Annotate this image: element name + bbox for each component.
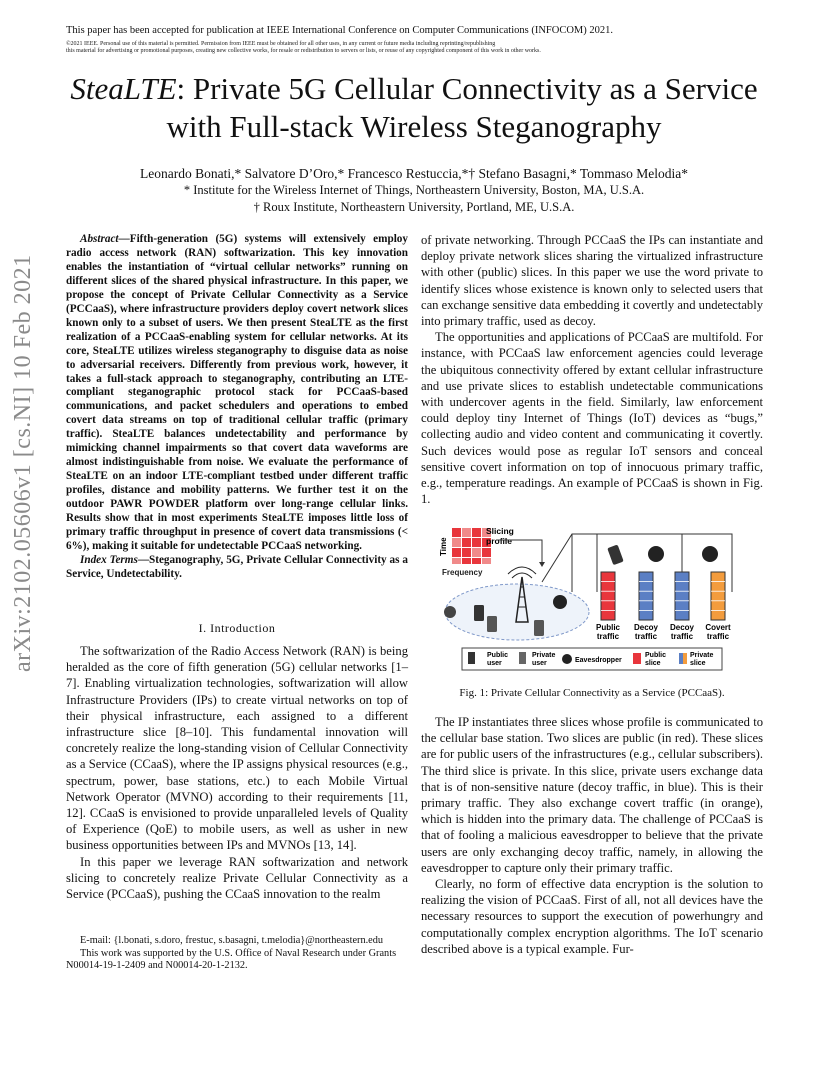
eavesdropper-icon [648, 546, 664, 562]
acceptance-note: This paper has been accepted for publication at IEEE International Conference on Computer Communications (INFOCOM) 2021. [66, 25, 614, 36]
legend-private-user-1: Private [532, 652, 556, 659]
time-axis-label: Time [439, 537, 448, 556]
footnote [66, 935, 408, 973]
copyright-line-1: ©2021 IEEE. Personal use of this material is permitted. Permission from IEEE must be obtained for all other uses, in any current or future media including reprinting/republishing [66, 41, 496, 47]
profile-label: profile [486, 536, 512, 546]
device-icon [444, 606, 456, 618]
phone-icon [474, 605, 484, 621]
private-slice-swatch-covert [683, 653, 687, 664]
phone-icon [607, 544, 623, 565]
title-system-name: SteaLTE [70, 71, 177, 106]
slice-label: traffic [706, 632, 730, 641]
right-paragraph-4: Clearly, no form of effective data encryption is the solution to realizing the vision of PCCaaS. First of all, not all devices have the necessary resources to support the execution of powerhungry and computationally complex encryption algorithms. The IoT scenario described above is a typical example. Fur- [421, 877, 763, 956]
introduction-text [66, 643, 408, 902]
index-terms-text: —Steganography, 5G, Private Cellular Connectivity as a Service, Undetectability. [66, 553, 408, 580]
eavesdropper-icon [702, 546, 718, 562]
paper-title [60, 70, 768, 146]
section-heading: I. Introduction [198, 621, 276, 635]
legend-public-slice-2: slice [645, 660, 661, 667]
legend-private-slice-2: slice [690, 660, 706, 667]
copyright-line-2: this material for advertising or promotional purposes, creating new collective works, for resale or redistribution to servers or lists, or reuse of any copyrighted component of this work in other works. [66, 48, 541, 54]
legend-public-user-2: user [487, 660, 502, 667]
private-user-icon [519, 652, 526, 664]
eavesdropper-legend-icon [562, 654, 572, 664]
right-column-bottom [421, 714, 763, 957]
intro-paragraph-1: The softwarization of the Radio Access Network (RAN) is being heralded as the core of fifth generation (5G) cellular networks [1–7]. Enabling virtualization technologies, softwarization will allow Infrastructure Providers (IPs) to create virtual networks on top of their physical infrastructure, each assigned to a different infrastructure slice [8–10]. This fundamental innovation will concretely realize the long-standing vision of Cellular Connectivity as a Service (CCaaS), where the IP assigns physical resources (e.g., spectrum, power, base stations, etc.) to each Mobile Virtual Network Operator (MVNO) according to their requirements [11, 12]. CCaaS is envisioned to provide unparalleled levels of Quality of Experience (QoE) to mobile users, as well as usher in new business opportunities between IPs and MVNOs [13, 14]. [66, 644, 408, 853]
intro-paragraph-2: In this paper we leverage RAN softwarization and network slicing to concretely realize Private Cellular Connectivity as a Service (PCCaaS), pushing the CCaaS innovation to the realm [66, 854, 408, 902]
frequency-axis-label: Frequency [442, 568, 483, 577]
slice-bar [711, 572, 725, 620]
public-slice-swatch [633, 653, 641, 664]
phone-icon [487, 616, 497, 632]
slice-label: Covert [705, 623, 731, 632]
copyright-notice [66, 41, 766, 55]
legend-public-slice-1: Public [645, 652, 667, 659]
right-paragraph-2: The opportunities and applications of PCCaaS are multifold. For instance, with PCCaaS law enforcement agencies could leverage the ubiquitous connectivity offered by extant cellular infrastructure and use private slices to establish undetectable communications with undercover agents in the field. Similarly, law enforcement could deploy tiny Internet of Things (IoT) devices as “bugs,” collecting audio and video content and communicating it covertly. Such devices would pose as regular IoT sensors and conceal sensitive covert information on top of innocuous primary traffic, e.g., temperature readings. An example of PCCaaS is shown in Fig. 1. [421, 330, 763, 507]
affiliation-1: * Institute for the Wireless Internet of Things, Northeastern University, Boston, MA, U.S.A. [183, 183, 645, 197]
legend-public-user-1: Public [487, 652, 509, 659]
eavesdropper-icon [553, 595, 567, 609]
slicing-label: Slicing [486, 526, 514, 536]
footnote-funding: This work was supported by the U.S. Office of Naval Research under Grants N00014-19-1-2409 and N00014-20-1-2132. [66, 947, 397, 971]
phone-icon [534, 620, 544, 636]
legend-private-user-2: user [532, 660, 547, 667]
index-terms-label: Index Terms [80, 553, 138, 566]
right-paragraph-1: of private networking. Through PCCaaS the IPs can instantiate and deploy private network slices sharing the virtualized infrastructure with other (public) slices. In this paper we use the word private to identify slices whose existence is known only to selected users that can exchange sensitive data embedding it covertly and undetectably into primary traffic, used as decoy. [421, 233, 763, 329]
abstract-label: Abstract [80, 233, 119, 245]
slice-label: Decoy [669, 623, 695, 632]
legend-private-slice-1: Private [690, 652, 714, 659]
figure-pccaas [432, 522, 752, 674]
slice-label: traffic [634, 632, 658, 641]
title-rest: : Private 5G Cellular Connectivity as a Service with Full-stack Wireless Steganography [166, 71, 758, 144]
abstract [66, 233, 408, 582]
slice-bar [601, 572, 615, 620]
public-user-icon [468, 652, 475, 664]
figure-caption: Fig. 1: Private Cellular Connectivity as a Service (PCCaaS). [459, 687, 725, 699]
arxiv-stamp: arXiv:2102.05606v1 [cs.NI] 10 Feb 2021 [10, 254, 36, 672]
slice-label: Public [595, 623, 621, 632]
right-column-top [421, 232, 763, 507]
abstract-text: —Fifth-generation (5G) systems will extensively employ radio access network (RAN) softwarization. This key innovation enables the instantiation of “virtual cellular networks” running on different slices of the shared physical infrastructure. In this paper, we propose the concept of Private Cellular Connectivity as a Service (PCCaaS), where infrastructure providers deploy covert network slices known only to a subset of users. We then present SteaLTE as the first realization of a PCCaaS-enabling system for cellular networks. At its core, SteaLTE utilizes wireless steganography to disguise data as noise to adversarial receivers. Differently from previous work, however, it takes a full-stack approach to steganography, contributing an LTE-compliant steganographic protocol stack for PCCaaS-based communications, and packet schedulers and operations to embed covert data streams on top of traditional cellular traffic (primary traffic). SteaLTE balances undetectability and performance by mimicking channel impairments so that covert data waveforms are almost indistinguishable from noise. We evaluate the performance of SteaLTE on an indoor LTE-compliant testbed under different traffic profiles, distance and mobility patterns. We further test it on the outdoor PAWR POWDER platform over long-range cellular links. Results show that in most experiments SteaLTE imposes little loss of primary traffic throughput in presence of covert data transmissions (< 6%), making it suitable for undetectable PCCaaS networking. [66, 233, 408, 552]
slice-label: traffic [596, 632, 620, 641]
slice-label: traffic [670, 632, 694, 641]
affiliation-2: † Roux Institute, Northeastern University, Portland, ME, U.S.A. [253, 200, 575, 214]
slice-label: Decoy [633, 623, 659, 632]
private-slice-swatch [679, 653, 683, 664]
author-list: Leonardo Bonati,* Salvatore D’Oro,* Francesco Restuccia,*† Stefano Basagni,* Tommaso Melodia* [139, 166, 689, 181]
slice-bar [675, 572, 689, 620]
footnote-email: E-mail: {l.bonati, s.doro, frestuc, s.basagni, t.melodia}@northeastern.edu [80, 935, 384, 946]
slice-bar [639, 572, 653, 620]
legend-eavesdropper: Eavesdropper [575, 657, 622, 664]
right-paragraph-3: The IP instantiates three slices whose profile is communicated to the cellular base station. Two slices are public (in red). These slices are for public users of the infrastructures (e.g., cellular subscribers). The third slice is private. In this slice, private users exchange data that is of non-sensitive nature (decoy traffic, in blue). This is their primary traffic. They also exchange covert traffic (in orange), which is hidden into the primary data. The challenge of PCCaaS is that of fooling a malicious eavesdropper to believe that the private users are only exchanging decoy traffic, namely, in allowing the eavesdropper to capture only their primary traffic. [421, 715, 763, 875]
